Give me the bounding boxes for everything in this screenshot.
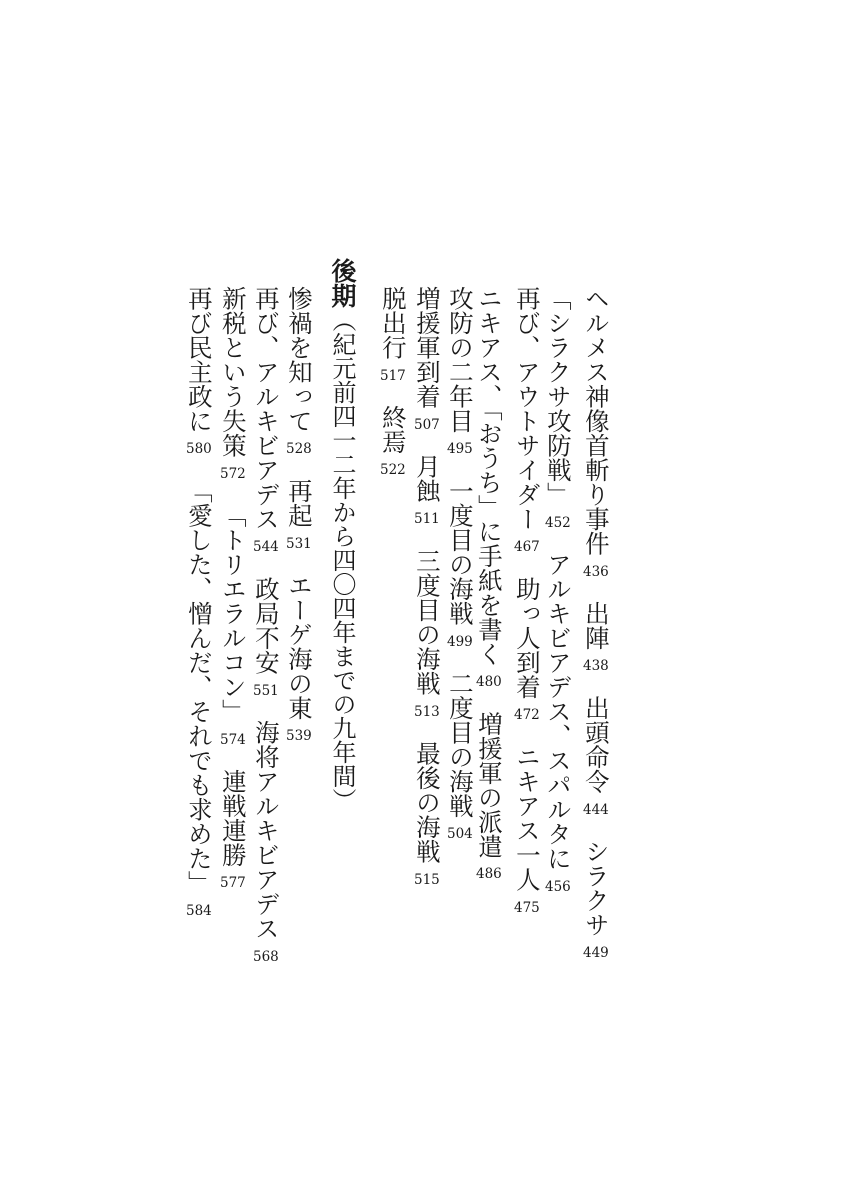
- toc-entry-page: 444: [583, 801, 609, 818]
- toc-entry-title: 惨禍を知って: [284, 286, 314, 433]
- toc-entry-title: 一度目の海戦: [445, 478, 475, 626]
- toc-entry-title: 再起: [284, 478, 314, 528]
- toc-entry-page: 486: [476, 866, 502, 883]
- toc-entry-title: 出陣: [581, 601, 611, 650]
- toc-entry-title: 海将アルキビアデス: [251, 720, 281, 941]
- toc-entry-title: ニキアス一人: [512, 744, 542, 892]
- toc-column: [447, 286, 473, 842]
- toc-entry-title: 「愛した、憎んだ、それでも求めた」: [184, 478, 214, 895]
- section-heading: [330, 258, 355, 812]
- toc-entry-page: 480: [476, 673, 502, 690]
- section-period: （紀元前四一二年から四〇四年までの九年間）: [328, 308, 356, 812]
- toc-column: [414, 286, 440, 887]
- toc-entry-page: 475: [514, 899, 540, 916]
- toc-column: [286, 286, 312, 744]
- toc-entry-page: 436: [583, 563, 609, 580]
- toc-entry-page: 467: [514, 539, 540, 555]
- toc-column: [380, 286, 406, 478]
- toc-entry-title: アルキビアデス、スパルタに: [543, 552, 573, 871]
- toc-entry-title: 増援軍到着: [412, 286, 442, 409]
- toc-entry-page: 507: [414, 416, 440, 433]
- toc-entry-page: 517: [380, 367, 406, 384]
- toc-entry-page: 452: [545, 514, 571, 531]
- toc-entry-title: 二度目の海戦: [445, 671, 475, 818]
- toc-entry-page: 544: [253, 539, 279, 555]
- toc-entry-page: 574: [220, 731, 246, 748]
- toc-entry-page: 513: [414, 703, 440, 720]
- toc-entry-title: ニキアス、「おうち」に手紙を書く: [474, 286, 504, 666]
- toc-entry-title: 増援軍の派遣: [474, 711, 504, 859]
- toc-entry-page: 584: [186, 903, 212, 919]
- toc-entry-title: 月蝕: [412, 454, 442, 503]
- toc-entry-title: エーゲ海の東: [284, 573, 314, 720]
- toc-entry-page: 577: [220, 875, 246, 891]
- toc-column: [186, 286, 212, 919]
- toc-entry-page: 551: [253, 682, 279, 699]
- toc-entry-page: 495: [447, 441, 473, 457]
- toc-entry-page: 456: [545, 878, 571, 895]
- toc-entry-title: 最後の海戦: [412, 741, 442, 864]
- toc-entry-page: 528: [286, 441, 312, 457]
- toc-entry-page: 515: [414, 871, 440, 888]
- toc-entry-title: 政局不安: [251, 576, 281, 675]
- toc-entry-page: 539: [286, 728, 312, 744]
- toc-entry-title: 攻防の二年目: [445, 286, 475, 433]
- section-title: 後期: [328, 258, 357, 308]
- toc-entry-title: 終焉: [378, 405, 408, 454]
- toc-column: [545, 286, 571, 894]
- toc-entry-page: 580: [186, 441, 212, 457]
- toc-entry-title: 脱出行: [378, 286, 408, 360]
- toc-entry-title: シラクサ: [581, 839, 611, 937]
- toc-entry-page: 568: [253, 948, 279, 965]
- toc-entry-title: 新税という失策: [218, 286, 248, 458]
- toc-entry-title: 「トリエラルコン」: [218, 503, 248, 724]
- toc-column: [583, 286, 609, 961]
- toc-entry-page: 472: [514, 707, 540, 723]
- toc-entry-title: 再び、アウトサイダー: [512, 286, 542, 531]
- toc-entry-page: 504: [447, 826, 473, 842]
- toc-entry-page: 499: [447, 633, 473, 650]
- toc-column: [253, 286, 279, 964]
- toc-entry-title: 出頭命令: [581, 695, 611, 794]
- toc-entry-page: 522: [380, 462, 406, 478]
- toc-column: [476, 286, 502, 882]
- toc-entry-page: 438: [583, 658, 609, 674]
- toc-entry-page: 449: [583, 945, 609, 961]
- toc-entry-title: 連戦連勝: [218, 769, 248, 867]
- toc-entry-title: 助っ人到着: [512, 576, 542, 699]
- toc-entry-title: 三度目の海戦: [412, 548, 442, 696]
- toc-column: [514, 286, 540, 915]
- toc-entry-title: 「シラクサ攻防戦」: [543, 286, 573, 507]
- toc-entry-page: 511: [414, 511, 440, 527]
- toc-entry-title: 再び、アルキビアデス: [251, 286, 281, 531]
- toc-entry-title: ヘルメス神像首斬り事件: [581, 286, 611, 556]
- toc-entry-title: 再び民主政に: [184, 286, 214, 433]
- toc-entry-page: 572: [220, 465, 246, 482]
- toc-entry-page: 531: [286, 535, 312, 552]
- toc-column: [220, 286, 246, 891]
